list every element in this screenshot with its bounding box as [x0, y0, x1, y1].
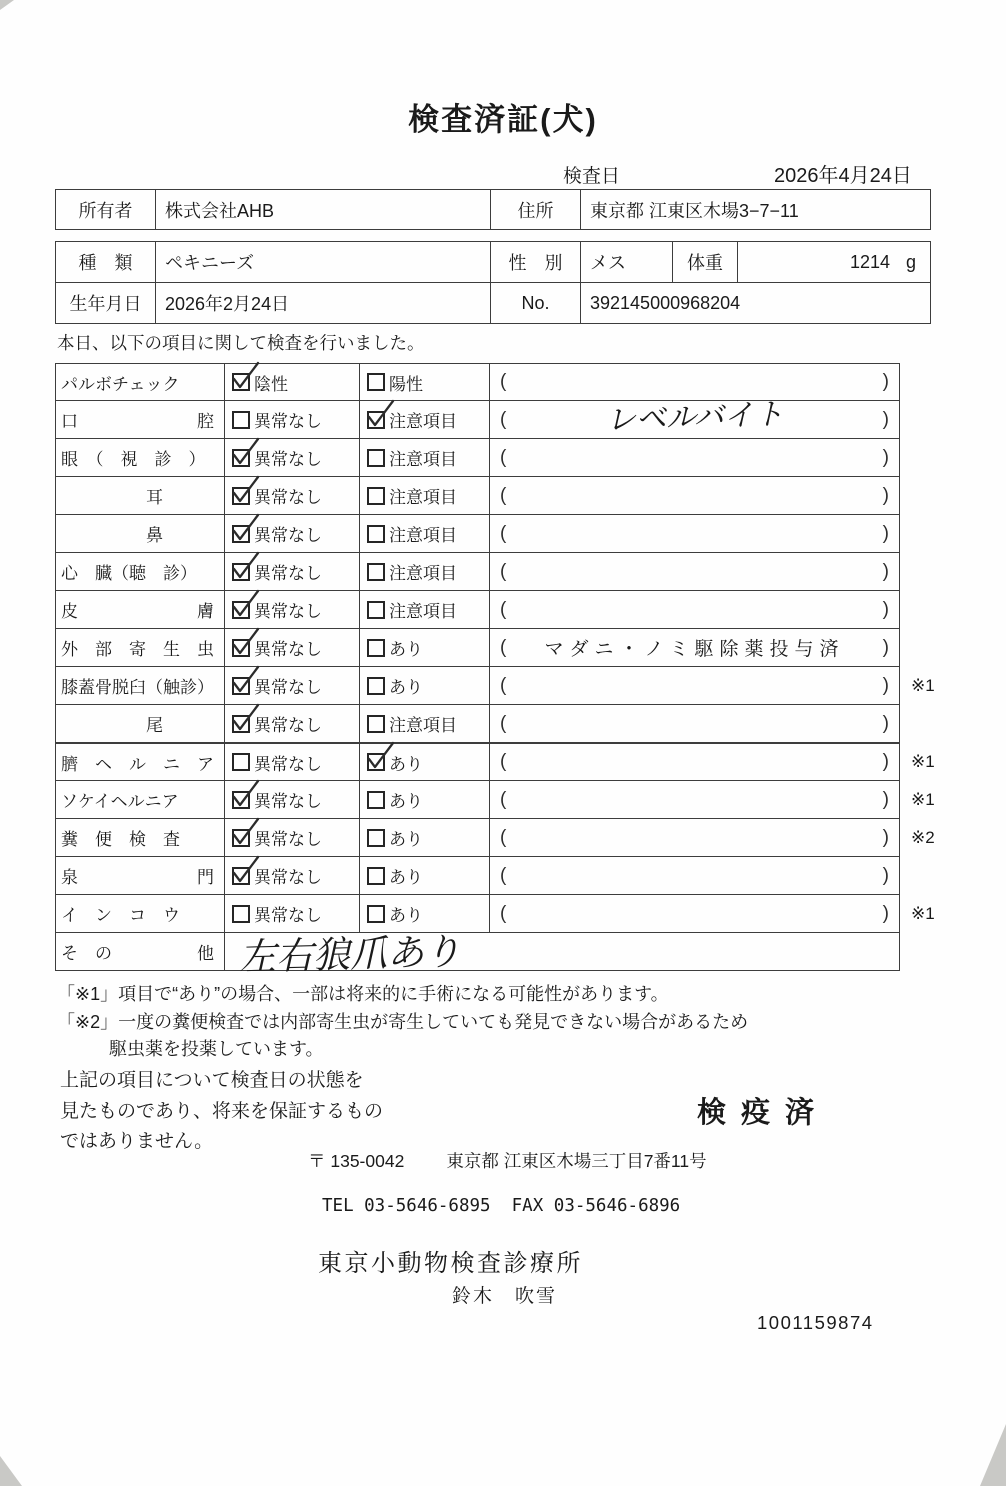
clinic-address-line: [308, 1148, 707, 1173]
inspection-item-label: 泉 門: [55, 857, 225, 895]
checkbox-label: 注意項目: [389, 602, 457, 621]
checkbox-label: あり: [389, 792, 423, 811]
open-paren-icon: (: [500, 674, 507, 696]
note-text: [506, 397, 882, 437]
checkbox-cell: [360, 629, 490, 667]
checkbox-label: 注意項目: [389, 526, 457, 545]
inspection-note-cell: [490, 895, 900, 933]
check-mark-icon: [364, 398, 396, 430]
checkbox-label: あり: [389, 906, 423, 925]
checkbox-label: あり: [389, 678, 423, 697]
close-paren-icon: ): [882, 446, 889, 468]
checkbox-checked: [232, 487, 250, 505]
footnote-mark: ※1: [911, 904, 935, 923]
checkbox-unchecked: [367, 867, 385, 885]
checkbox-checked: [232, 563, 250, 581]
inspection-row: [55, 397, 947, 439]
weight-label: 体重: [673, 242, 738, 282]
checkbox-cell: [360, 553, 490, 591]
checkbox-cell: [225, 857, 360, 895]
footnote-mark: [900, 515, 947, 553]
check-mark-icon: [229, 436, 261, 468]
inspection-note-cell: [490, 629, 900, 667]
inspection-item-label: 耳: [55, 477, 225, 515]
checkbox-unchecked: [367, 905, 385, 923]
inspection-item-label: 心 臓（聴 診）: [55, 553, 225, 591]
inspection-item-label: 外 部 寄 生 虫: [55, 629, 225, 667]
footnote-2-continued: 駆虫薬を投薬しています。: [109, 1039, 324, 1059]
checkbox-checked: [232, 677, 250, 695]
owner-value: 株式会社AHB: [156, 190, 491, 229]
checkbox-cell: [225, 591, 360, 629]
breed-value: ペキニーズ: [156, 242, 491, 282]
birthdate-value: 2026年2月24日: [156, 283, 491, 323]
checkbox-label: 異常なし: [254, 564, 322, 583]
open-paren-icon: (: [500, 788, 507, 810]
inspection-note-cell: [490, 667, 900, 705]
checkbox-label: 異常なし: [254, 716, 322, 735]
inspection-other-cell: [225, 931, 900, 978]
pet-info-table: [55, 241, 931, 324]
inspection-note-cell: [490, 743, 900, 781]
inspection-item-label: ソケイヘルニア: [55, 781, 225, 819]
checkbox-cell: [225, 363, 360, 401]
open-paren-icon: (: [500, 371, 507, 392]
checkbox-cell: [360, 439, 490, 477]
inspection-date-label: 検査日: [563, 166, 621, 187]
scan-artifact: [0, 0, 14, 10]
pet-info-row-1: [56, 242, 930, 283]
checkbox-unchecked: [367, 791, 385, 809]
footnote-mark: [900, 933, 947, 971]
checkbox-checked: [232, 373, 250, 391]
inspection-item-label: 鼻: [55, 515, 225, 553]
checkbox-cell: [225, 515, 360, 553]
checkbox-unchecked: [367, 373, 385, 391]
close-paren-icon: ): [882, 712, 889, 734]
inspection-note-cell: [490, 553, 900, 591]
close-paren-icon: ): [882, 598, 889, 620]
footnote-mark: ※1: [911, 790, 935, 809]
checkbox-cell: [360, 477, 490, 515]
check-mark-icon: [229, 816, 261, 848]
checkbox-label: 異常なし: [254, 412, 322, 431]
checkbox-cell: [360, 743, 490, 781]
inspection-row: [55, 781, 947, 819]
checkbox-label: 陽性: [389, 374, 423, 394]
clinic-name: 東京小動物検査診療所: [318, 1250, 583, 1277]
weight-value-cell: [738, 242, 930, 282]
check-mark-icon: [229, 664, 261, 696]
footnote-mark: ※1: [911, 752, 935, 771]
open-paren-icon: (: [500, 636, 507, 658]
check-mark-icon: [229, 360, 261, 392]
footnote-mark: [900, 401, 947, 439]
close-paren-icon: ): [882, 560, 889, 582]
checkbox-label: 異常なし: [254, 450, 322, 469]
checkbox-cell: [225, 401, 360, 439]
checkbox-cell: [225, 477, 360, 515]
check-mark-icon: [364, 740, 396, 772]
checkbox-label: 異常なし: [254, 678, 322, 697]
check-mark-icon: [229, 778, 261, 810]
close-paren-icon: ): [882, 751, 889, 772]
checkbox-cell: [360, 857, 490, 895]
open-paren-icon: (: [500, 408, 507, 430]
inspection-item-label: そ の 他: [55, 933, 225, 971]
checkbox-checked: [232, 791, 250, 809]
clinic-tel-fax: TEL 03-5646-6895 FAX 03-5646-6896: [322, 1196, 681, 1216]
checkbox-cell: [225, 819, 360, 857]
open-paren-icon: (: [500, 522, 507, 544]
inspection-row: [55, 705, 947, 743]
disclaimer-line-3: ではありません。: [60, 1131, 214, 1152]
inspection-row: [55, 591, 947, 629]
checkbox-checked: [232, 829, 250, 847]
disclaimer-line-2: 見たものであり、将来を保証するもの: [60, 1100, 384, 1122]
checkbox-label: 異常なし: [254, 868, 322, 887]
checkbox-cell: [360, 667, 490, 705]
inspection-item-label: イ ン コ ウ: [55, 895, 225, 933]
owner-table: [55, 189, 931, 230]
pet-info-row-2: [56, 283, 930, 323]
close-paren-icon: ): [882, 636, 889, 658]
open-paren-icon: (: [500, 826, 507, 848]
checkbox-label: 注意項目: [389, 564, 457, 583]
checkbox-label: 陰性: [254, 374, 288, 394]
checkbox-cell: [225, 439, 360, 477]
id-number-label: No.: [491, 283, 581, 323]
breed-label: 種 類: [56, 242, 156, 282]
checkbox-label: 注意項目: [389, 716, 457, 735]
printed-note: マダニ・ノミ駆除薬投与済: [544, 639, 845, 660]
checkbox-cell: [225, 705, 360, 743]
checkbox-label: あり: [389, 868, 423, 887]
inspection-note-cell: [490, 397, 900, 439]
footnote-2: 「※2」一度の糞便検査では内部寄生虫が寄生していても発見できない場合があるため: [57, 1011, 749, 1032]
handwritten-note: 左右狼爪あり: [238, 931, 462, 978]
check-mark-icon: [229, 588, 261, 620]
checkbox-label: 異常なし: [254, 526, 322, 545]
checkbox-cell: [360, 591, 490, 629]
checkbox-cell: [360, 895, 490, 933]
inspection-row: [55, 667, 947, 705]
inspection-item-label: 口 腔: [55, 401, 225, 439]
checkbox-checked: [367, 411, 385, 429]
sex-label: 性 別: [491, 242, 581, 282]
close-paren-icon: ): [882, 484, 889, 506]
checkbox-cell: [225, 553, 360, 591]
checkbox-label: 注意項目: [389, 450, 457, 469]
scan-artifact: [980, 1424, 1006, 1486]
weight-value: 1214: [849, 251, 890, 272]
close-paren-icon: ): [882, 522, 889, 544]
inspection-note-cell: [490, 857, 900, 895]
inspection-table: [55, 363, 947, 978]
footnote-mark: [900, 363, 947, 401]
inspection-note-cell: [490, 819, 900, 857]
checkbox-checked: [232, 639, 250, 657]
inspection-note-cell: [490, 363, 900, 401]
checkbox-unchecked: [232, 753, 250, 771]
inspection-note-cell: [490, 477, 900, 515]
disclaimer-text: [60, 1066, 383, 1158]
checkbox-checked: [232, 715, 250, 733]
inspection-row: [55, 439, 947, 477]
postal-code: 〒 135-0042: [308, 1151, 405, 1171]
checkbox-label: 異常なし: [254, 602, 322, 621]
inspection-item-label: 眼 （ 視 診 ）: [55, 439, 225, 477]
inspection-row: [55, 857, 947, 895]
checkbox-unchecked: [367, 639, 385, 657]
checkbox-cell: [360, 781, 490, 819]
handwritten-note: レベルバイト: [604, 397, 784, 437]
checkbox-cell: [225, 743, 360, 781]
inspection-row: [55, 931, 947, 978]
inspection-item-label: 皮 膚: [55, 591, 225, 629]
open-paren-icon: (: [500, 902, 507, 924]
footnote-mark: [900, 553, 947, 591]
checkbox-unchecked: [367, 563, 385, 581]
checkbox-label: 異常なし: [254, 830, 322, 849]
inspection-row: [55, 515, 947, 553]
inspection-item-label: 臍 ヘ ル ニ ア: [55, 743, 225, 781]
id-number-value: 392145000968204: [590, 292, 741, 313]
open-paren-icon: (: [500, 560, 507, 582]
checkbox-label: 異常なし: [254, 906, 322, 925]
checkbox-unchecked: [232, 411, 250, 429]
note-text: [506, 634, 882, 661]
inspection-note-cell: [490, 439, 900, 477]
open-paren-icon: (: [500, 446, 507, 468]
inspection-note-cell: [490, 591, 900, 629]
check-mark-icon: [229, 474, 261, 506]
scan-artifact: [0, 1456, 22, 1486]
check-mark-icon: [229, 512, 261, 544]
owner-label: 所有者: [56, 190, 156, 229]
disclaimer-line-1: 上記の項目について検査日の状態を: [60, 1070, 364, 1091]
footnote-mark: [900, 705, 947, 743]
checkbox-checked: [232, 449, 250, 467]
checkbox-cell: [360, 515, 490, 553]
intro-text: 本日、以下の項目に関して検査を行いました。: [57, 333, 425, 353]
check-mark-icon: [229, 702, 261, 734]
inspection-row: [55, 553, 947, 591]
inspection-row: [55, 895, 947, 933]
document-serial-number: 1001159874: [757, 1312, 874, 1333]
checkbox-unchecked: [232, 905, 250, 923]
checkbox-unchecked: [367, 601, 385, 619]
close-paren-icon: ): [882, 864, 889, 886]
checkbox-label: 異常なし: [254, 792, 322, 811]
inspection-note-cell: [490, 705, 900, 743]
footnotes: [57, 981, 748, 1064]
checkbox-checked: [232, 601, 250, 619]
inspection-item-label: パルボチェック: [55, 363, 225, 401]
checkbox-label: あり: [389, 754, 423, 774]
address-label: 住所: [491, 190, 581, 229]
footnote-mark: [900, 591, 947, 629]
inspection-row: [55, 743, 947, 781]
open-paren-icon: (: [500, 751, 507, 772]
inspection-note-cell: [490, 781, 900, 819]
close-paren-icon: ): [882, 408, 889, 430]
checkbox-checked: [232, 867, 250, 885]
inspection-date-value: 2026年4月24日: [774, 165, 912, 187]
inspection-item-label: 糞 便 検 査: [55, 819, 225, 857]
footnote-mark: [900, 439, 947, 477]
footnote-1: 「※1」項目で“あり”の場合、一部は将来的に手術になる可能性があります。: [57, 984, 669, 1004]
checkbox-label: あり: [389, 830, 423, 849]
checkbox-cell: [360, 363, 490, 401]
checkbox-cell: [360, 819, 490, 857]
footnote-mark: [900, 629, 947, 667]
close-paren-icon: ): [882, 826, 889, 848]
checkbox-cell: [225, 781, 360, 819]
inspection-row: [55, 477, 947, 515]
sex-value: メス: [581, 242, 673, 282]
checkbox-unchecked: [367, 677, 385, 695]
footnote-mark: [900, 477, 947, 515]
checkbox-cell: [225, 895, 360, 933]
checkbox-unchecked: [367, 715, 385, 733]
checkbox-unchecked: [367, 829, 385, 847]
check-mark-icon: [229, 626, 261, 658]
inspection-item-label: 膝蓋骨脱臼（触診）: [55, 667, 225, 705]
footnote-mark: [900, 857, 947, 895]
close-paren-icon: ): [882, 902, 889, 924]
checkbox-unchecked: [367, 525, 385, 543]
checkbox-cell: [225, 667, 360, 705]
checkbox-cell: [360, 705, 490, 743]
close-paren-icon: ): [882, 674, 889, 696]
check-mark-icon: [229, 854, 261, 886]
inspection-item-label: 尾: [55, 705, 225, 743]
birthdate-label: 生年月日: [56, 283, 156, 323]
inspection-row: [55, 363, 947, 401]
checkbox-label: 異常なし: [254, 754, 322, 774]
page-title: 検査済証(犬): [408, 102, 598, 137]
checkbox-checked: [232, 525, 250, 543]
checkbox-cell: [360, 401, 490, 439]
checkbox-unchecked: [367, 487, 385, 505]
footnote-mark: ※1: [911, 676, 935, 695]
footnote-mark: ※2: [911, 828, 935, 847]
quarantine-passed-stamp: 検疫済: [697, 1097, 830, 1129]
checkbox-label: 注意項目: [389, 488, 457, 507]
open-paren-icon: (: [500, 712, 507, 734]
checkbox-unchecked: [367, 449, 385, 467]
open-paren-icon: (: [500, 484, 507, 506]
inspection-row: [55, 629, 947, 667]
inspection-note-cell: [490, 515, 900, 553]
checkbox-cell: [225, 629, 360, 667]
checkbox-label: 異常なし: [254, 640, 322, 659]
open-paren-icon: (: [500, 864, 507, 886]
address-value: 東京都 江東区木場3−7−11: [590, 200, 799, 221]
checkbox-label: 注意項目: [389, 412, 457, 431]
weight-unit: g: [905, 251, 916, 272]
checkbox-label: あり: [389, 640, 423, 659]
open-paren-icon: (: [500, 598, 507, 620]
close-paren-icon: ): [882, 788, 889, 810]
veterinarian-name: 鈴木 吹雪: [452, 1286, 558, 1307]
close-paren-icon: ): [882, 371, 889, 392]
checkbox-label: 異常なし: [254, 488, 322, 507]
checkbox-checked: [367, 753, 385, 771]
inspection-row: [55, 819, 947, 857]
clinic-street-address: 東京都 江東区木場三丁目7番11号: [446, 1151, 707, 1171]
check-mark-icon: [229, 550, 261, 582]
